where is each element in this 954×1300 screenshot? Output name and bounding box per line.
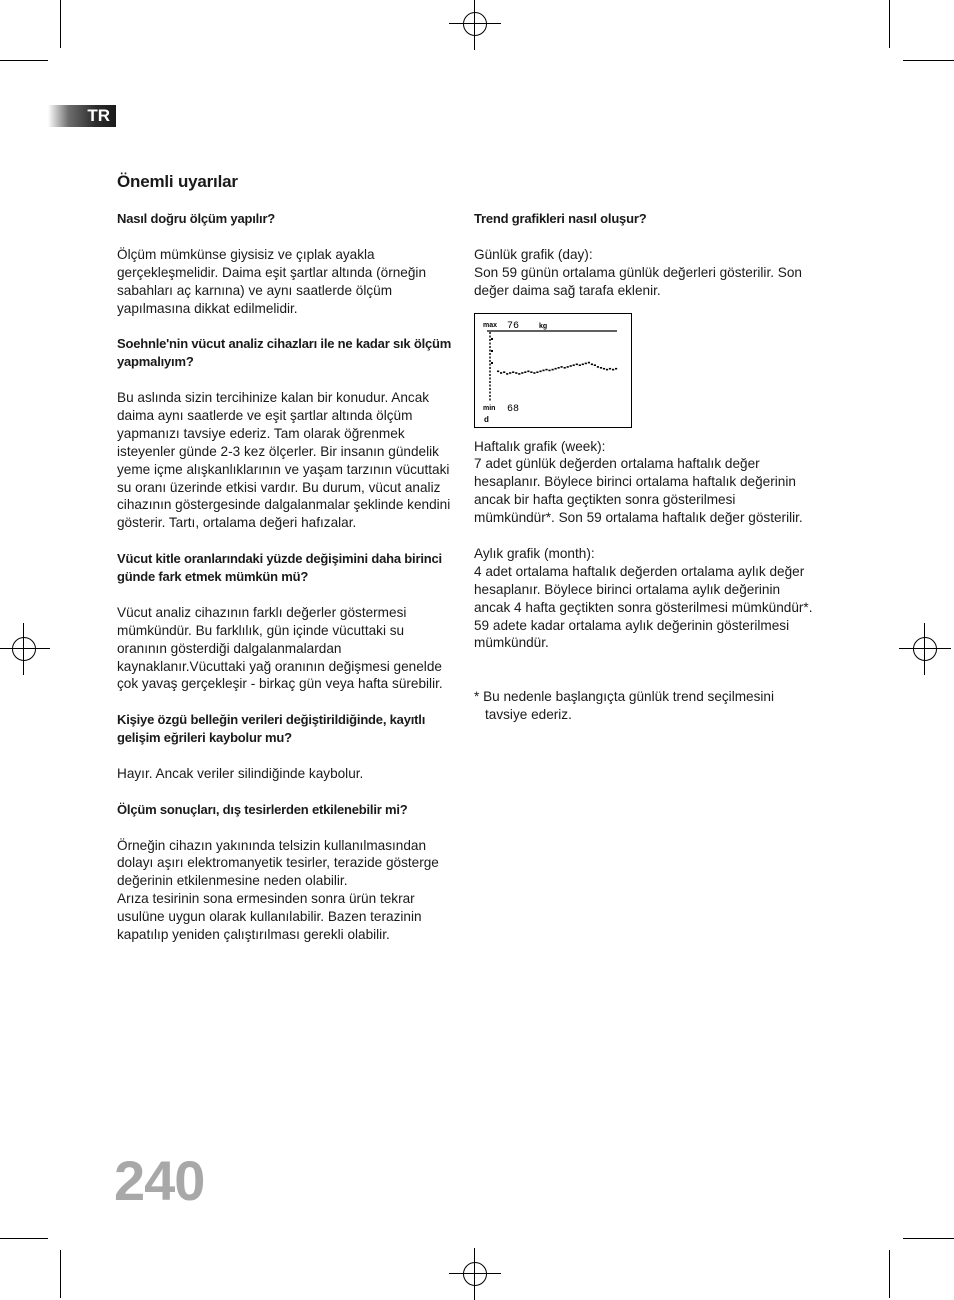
data-point (542, 370, 544, 372)
data-point (615, 368, 617, 370)
max-value: 76 (507, 321, 520, 332)
month-title: Aylık grafik (month): (474, 545, 595, 561)
data-point (609, 368, 611, 370)
data-point (588, 362, 590, 364)
data-point (603, 368, 605, 370)
data-point (564, 367, 566, 369)
data-point (539, 371, 541, 373)
week-title: Haftalık grafik (week): (474, 438, 606, 454)
paragraph: Vücut analiz cihazının farklı değerler göstermesi mümkündür. Bu farklılık, gün içinde vücuttaki su oranının gösterdiği dalgalanmalardan kaynaklanır.Vücuttaki yağ oranının değişmesi genelde çok yavaş gerçekleşir - birkaç gün veya hafta sürebilir. (117, 604, 443, 692)
week-text: 7 adet günlük değerden ortalama haftalık değer hesaplanır. Böylece birinci ortalama haftalık değerinin ancak bir hafta geçtikten sonra gösterilmesi mümkündür*. Son 59 ortalama haftalık değer gösterilir. (474, 456, 803, 526)
data-point (585, 363, 587, 365)
data-point (530, 371, 532, 373)
data-point (503, 371, 505, 373)
crop-mark (903, 60, 954, 61)
question-heading: Soehnle'nin vücut analiz cihazları ile ne kadar sık ölçüm yapmalıyım? (117, 336, 452, 370)
data-point (555, 368, 557, 370)
data-point (536, 371, 538, 373)
data-point (552, 369, 554, 371)
data-point (518, 373, 520, 375)
data-point (579, 364, 581, 366)
max-label: max (483, 322, 498, 329)
unit-label: kg (539, 323, 548, 330)
data-point (606, 369, 608, 371)
data-point (558, 367, 560, 369)
data-point (612, 369, 614, 371)
month-text: 4 adet ortalama haftalık değerden ortalama aylık değer hesaplanır. Böylece birinci ortalama aylık değerinin ancak 4 hafta geçtikten sonra gösterilmesi mümkündür*. 59 adete kadar ortalama aylık değerinin gösterilmesi mümkündür. (474, 563, 813, 651)
data-point (545, 369, 547, 371)
paragraph: Bu aslında sizin tercihinize kalan bir konudur. Ancak daima aynı saatlerde ve eşit şartlar altında ölçüm yapmanızı tavsiye ederiz. Tam olarak öğrenmek isteyenler günde 2-3 kez ölçerler. Bir insanın gündelik yeme içme alışkanlıklarının ve yaşam tarzının vücuttaki su oranı üzerinde etkisi vardır. Bu durum, vücut analiz cihazının göstergesinde dalgalanmalar şeklinde kendini gösterir. Tartı, ortalama değeri hafızalar. (117, 390, 451, 531)
data-point (600, 367, 602, 369)
question-heading: Vücut kitle oranlarındaki yüzde değişimini daha birinci günde fark etmek mümkün mü? (117, 551, 442, 585)
data-point (597, 366, 599, 368)
crop-mark (60, 1250, 61, 1298)
data-point (570, 365, 572, 367)
data-point (524, 371, 526, 373)
data-point (594, 364, 596, 366)
crop-mark (0, 1238, 48, 1239)
crop-mark (60, 0, 61, 48)
y-tick-mark (491, 362, 493, 364)
registration-mark-right (903, 627, 947, 671)
left-column (117, 210, 452, 962)
data-point (521, 372, 523, 374)
language-tab: TR (48, 105, 116, 127)
data-point (576, 364, 578, 366)
question-heading: Ölçüm sonuçları, dış tesirlerden etkilenebilir mi? (117, 801, 408, 817)
min-value: 68 (507, 404, 520, 415)
y-tick-mark (491, 350, 493, 352)
question-heading: Kişiye özgü belleğin verileri değiştirildiğinde, kayıtlı gelişim eğrileri kaybolur mu? (117, 712, 426, 746)
data-point (497, 371, 499, 373)
day-text: Son 59 günün ortalama günlük değerleri gösterilir. Son değer daima sağ tarafa eklenir. (474, 264, 802, 298)
crop-mark (889, 1250, 890, 1298)
data-point (509, 372, 511, 374)
day-title: Günlük grafik (day): (474, 246, 593, 262)
data-point (515, 372, 517, 374)
trend-series (497, 362, 617, 375)
period-label: d (484, 415, 489, 424)
data-point (512, 371, 514, 373)
data-point (506, 373, 508, 375)
paragraph: Ölçüm mümkünse giysisiz ve çıplak ayakla gerçekleşmelidir. Daima eşit şartlar altında (örneğin sabahları aç karnına) ve aynı saatlerde ölçüm yapılmasına dikkat edilmelidir. (117, 246, 427, 316)
data-point (582, 364, 584, 366)
data-point (500, 372, 502, 374)
right-column (474, 210, 814, 742)
trend-heading: Trend grafikleri nasıl oluşur? (474, 211, 647, 226)
page-number: 240 (114, 1149, 205, 1212)
paragraph: Hayır. Ancak veriler silindiğinde kaybolur. (117, 765, 364, 781)
crop-mark (903, 1238, 954, 1239)
min-label: min (483, 405, 496, 412)
footnote: * Bu nedenle başlangıçta günlük trend seçilmesini tavsiye ederiz. (474, 689, 775, 723)
data-point (561, 366, 563, 368)
data-point (573, 364, 575, 366)
registration-mark-bottom (453, 1252, 497, 1296)
trend-chart-display (474, 313, 632, 428)
data-point (591, 364, 593, 366)
data-point (567, 366, 569, 368)
data-point (533, 372, 535, 374)
question-heading: Nasıl doğru ölçüm yapılır? (117, 211, 276, 226)
data-point (548, 370, 550, 372)
paragraph: Örneğin cihazın yakınında telsizin kullanılmasından dolayı aşırı elektromanyetik tesirler, terazide gösterge değerinin etkilenmesine neden olabilir. Arıza tesirinin sona ermesinden sonra ürün tekrar usulüne uygun olarak kullanılabilir. Bazen terazinin kapatılıp yeniden çalıştırılması gerekli olabilir. (117, 837, 439, 943)
data-point (527, 371, 529, 373)
crop-mark (0, 60, 48, 61)
y-tick-mark (491, 338, 493, 340)
registration-mark-top (453, 2, 497, 46)
crop-mark (889, 0, 890, 48)
section-title: Önemli uyarılar (117, 172, 238, 191)
registration-mark-left (2, 627, 46, 671)
